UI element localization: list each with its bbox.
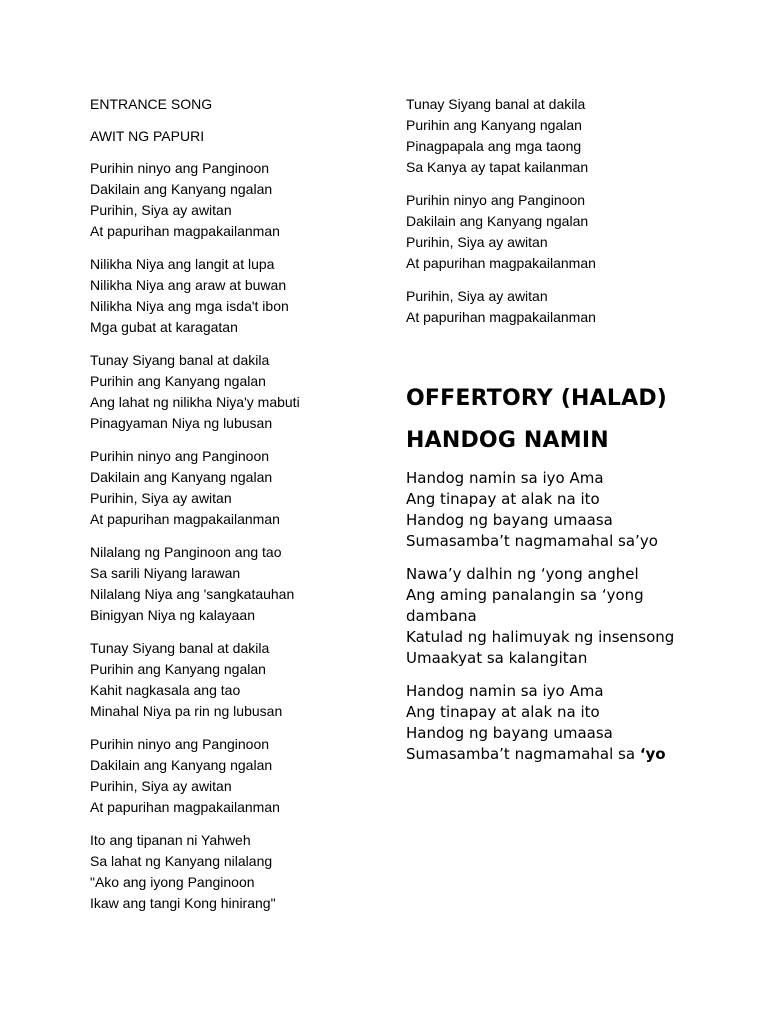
stanza — [90, 254, 380, 338]
stanza — [90, 638, 380, 722]
stanza — [406, 94, 736, 178]
stanza — [406, 564, 736, 669]
lyric-line: Nilikha Niya ang araw at buwan — [90, 277, 287, 293]
lyric-line: Purihin, Siya ay awitan — [90, 490, 232, 506]
lyric-line: Dakilain ang Kanyang ngalan — [406, 213, 589, 229]
lyric-line: Purihin ninyo ang Panginoon — [90, 448, 270, 464]
right-column — [406, 94, 736, 777]
offertory-title: HANDOG NAMIN — [406, 428, 609, 453]
lyric-line — [406, 744, 736, 765]
lyric-line: Sumasamba’t nagmamahal sa’yo — [406, 532, 658, 550]
lyric-line: Purihin, Siya ay awitan — [406, 288, 548, 304]
lyric-line: Nilalang Niya ang 'sangkatauhan — [90, 586, 295, 602]
lyric-line: At papurihan magpakailanman — [90, 511, 280, 527]
lyric-line: Purihin, Siya ay awitan — [90, 202, 232, 218]
stanza — [90, 350, 380, 434]
lyric-line: Nilikha Niya ang langit at lupa — [90, 256, 275, 272]
lyric-line: Dakilain ang Kanyang ngalan — [90, 757, 273, 773]
lyric-line: Mga gubat at karagatan — [90, 319, 238, 335]
lyric-line: Tunay Siyang banal at dakila — [90, 352, 270, 368]
lyric-line: "Ako ang iyong Panginoon — [90, 874, 255, 890]
lyric-line: Purihin ninyo ang Panginoon — [90, 736, 270, 752]
stanza — [90, 830, 380, 914]
lyric-line: Binigyan Niya ng kalayaan — [90, 607, 255, 623]
lyric-line: Purihin ninyo ang Panginoon — [90, 160, 270, 176]
stanza — [90, 542, 380, 626]
lyric-line: Handog ng bayang umaasa — [406, 724, 613, 742]
lyric-line: Handog ng bayang umaasa — [406, 511, 613, 529]
lyric-line: Ang tinapay at alak na ito — [406, 490, 600, 508]
lyric-line: Pinagpapala ang mga taong — [406, 138, 582, 154]
lyric-line: Tunay Siyang banal at dakila — [406, 96, 586, 112]
lyric-line: Ang aming panalangin sa ‘yong — [406, 586, 644, 604]
lyric-line: dambana — [406, 607, 477, 625]
lyric-line: Purihin, Siya ay awitan — [406, 234, 548, 250]
lyric-line: Purihin, Siya ay awitan — [90, 778, 232, 794]
entrance-song-heading: ENTRANCE SONG — [90, 96, 213, 112]
lyric-line: Umaakyat sa kalangitan — [406, 649, 588, 667]
entrance-song-column — [90, 94, 380, 926]
lyric-line: Nawa’y dalhin ng ‘yong anghel — [406, 565, 639, 583]
lyric-line: Sa sarili Niyang larawan — [90, 565, 241, 581]
lyric-line: At papurihan magpakailanman — [406, 309, 596, 325]
lyric-line: Purihin ang Kanyang ngalan — [90, 661, 266, 677]
lyric-line: Dakilain ang Kanyang ngalan — [90, 181, 273, 197]
stanza — [406, 190, 736, 274]
lyric-line: Ang tinapay at alak na ito — [406, 703, 600, 721]
lyric-line: Nilalang ng Panginoon ang tao — [90, 544, 282, 560]
lyric-line: Ito ang tipanan ni Yahweh — [90, 832, 251, 848]
lyric-line: At papurihan magpakailanman — [90, 223, 280, 239]
lyric-line: At papurihan magpakailanman — [90, 799, 280, 815]
lyric-line: Purihin ang Kanyang ngalan — [406, 117, 582, 133]
entrance-song-title: AWIT NG PAPURI — [90, 128, 205, 144]
lyric-line: Kahit nagkasala ang tao — [90, 682, 241, 698]
stanza — [406, 286, 736, 328]
stanza — [90, 158, 380, 242]
offertory-heading: OFFERTORY (HALAD) — [406, 386, 668, 411]
lyric-line-end-bold: ‘yo — [639, 745, 666, 763]
lyric-line: Ang lahat ng nilikha Niya'y mabuti — [90, 394, 300, 410]
lyric-line: Purihin ninyo ang Panginoon — [406, 192, 586, 208]
lyric-line: At papurihan magpakailanman — [406, 255, 596, 271]
lyric-line-start: Sumasamba’t nagmamahal sa — [406, 745, 640, 763]
lyric-line: Minahal Niya pa rin ng lubusan — [90, 703, 283, 719]
lyric-line: Handog namin sa iyo Ama — [406, 469, 604, 487]
lyric-line: Ikaw ang tangi Kong hinirang" — [90, 895, 276, 911]
stanza — [90, 734, 380, 818]
stanza — [406, 681, 736, 765]
lyric-line: Tunay Siyang banal at dakila — [90, 640, 270, 656]
lyric-line: Nilikha Niya ang mga isda't ibon — [90, 298, 289, 314]
lyric-line: Katulad ng halimuyak ng insensong — [406, 628, 675, 646]
lyric-line: Dakilain ang Kanyang ngalan — [90, 469, 273, 485]
lyric-line: Pinagyaman Niya ng lubusan — [90, 415, 273, 431]
lyric-line: Handog namin sa iyo Ama — [406, 682, 604, 700]
stanza — [90, 446, 380, 530]
stanza — [406, 468, 736, 552]
lyric-line: Purihin ang Kanyang ngalan — [90, 373, 266, 389]
lyric-line: Sa Kanya ay tapat kailanman — [406, 159, 589, 175]
lyric-line: Sa lahat ng Kanyang nilalang — [90, 853, 273, 869]
